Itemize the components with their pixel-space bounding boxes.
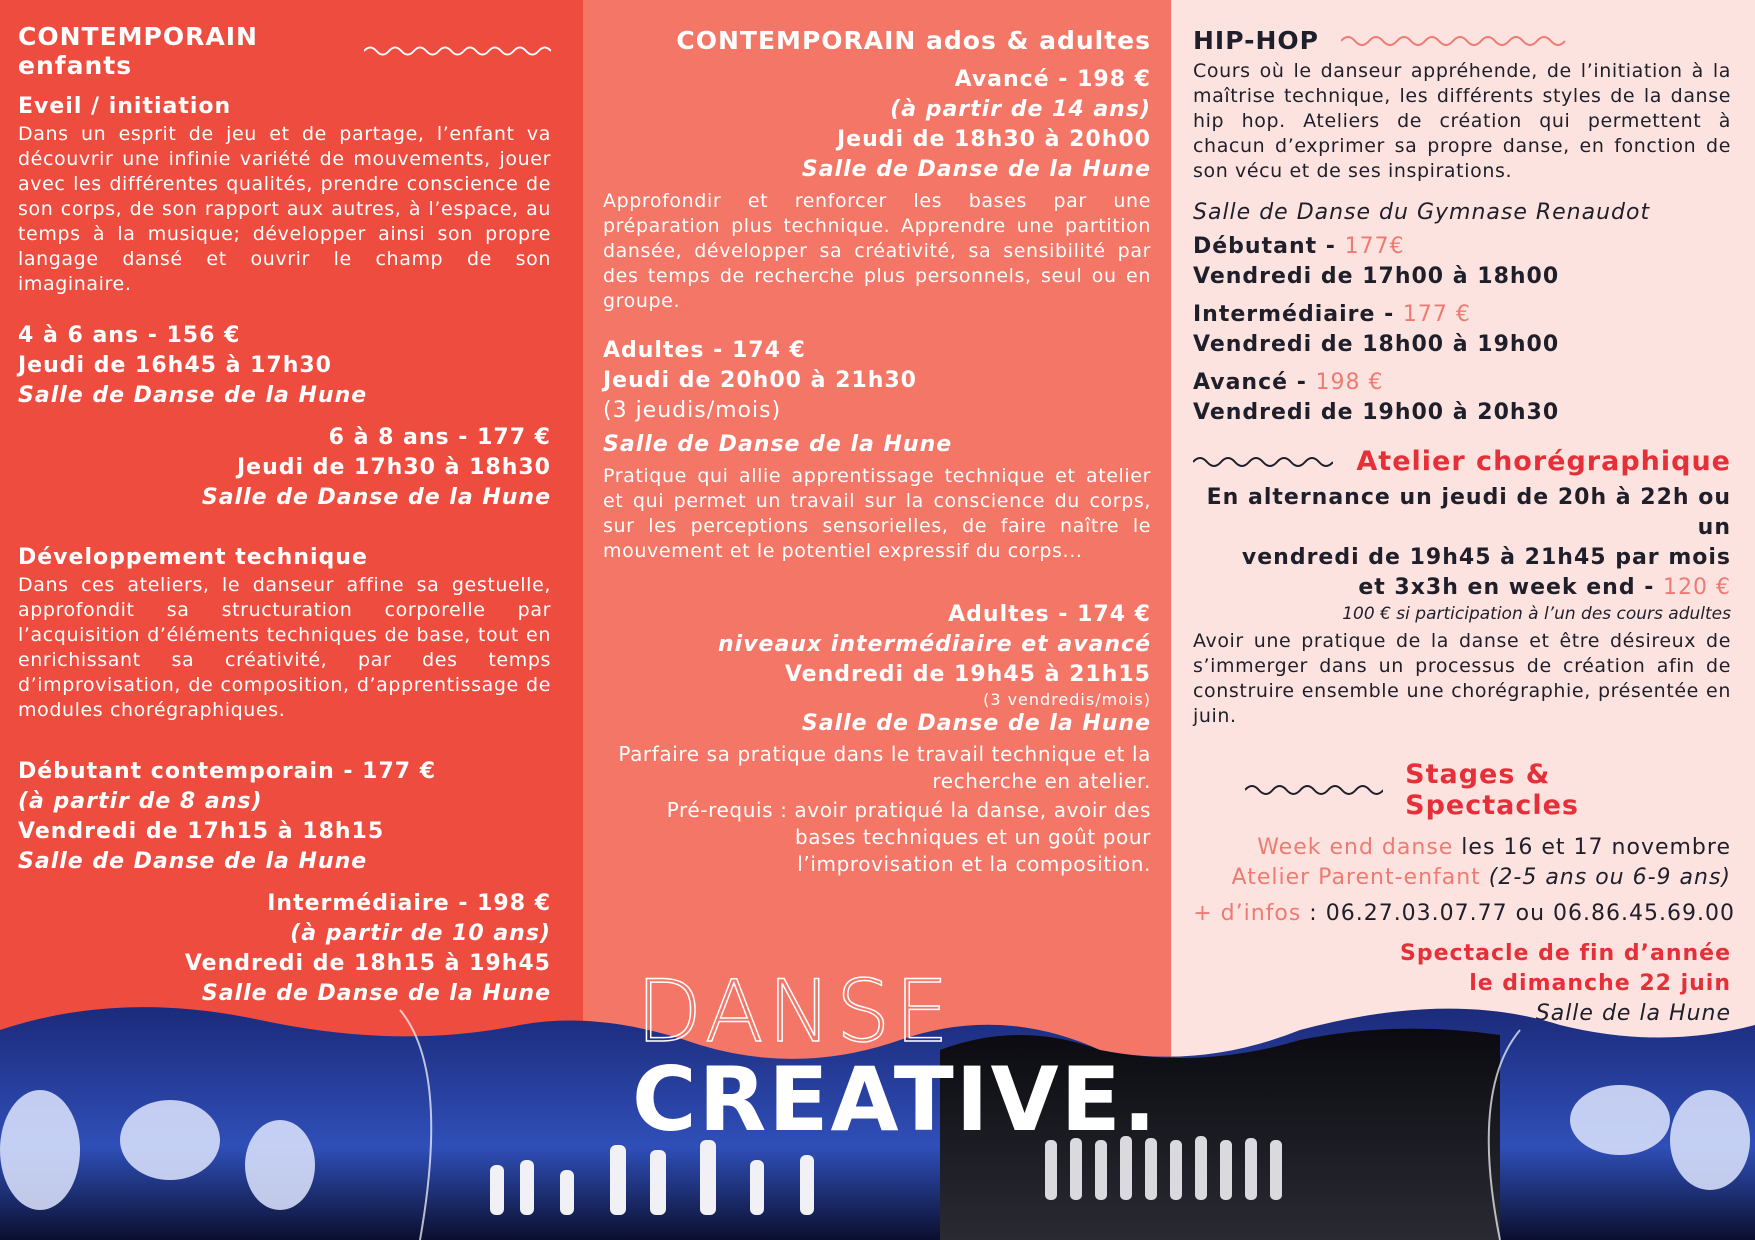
atelier-line3: et 3x3h en week end - 120 € (1358, 575, 1731, 600)
adultes1-time: Jeudi de 20h00 à 21h30 (603, 368, 917, 393)
group2-time: Jeudi de 17h30 à 18h30 (237, 455, 551, 480)
avance-text: Approfondir et renforcer les bases par une préparation plus technique. Apprendre une partition dansée, développer sa créativité, sa sensibilité par des temps de recherche plus personnels, seul ou en groupe. (603, 190, 1151, 312)
avance-level: Avancé - 198 € (954, 67, 1151, 92)
spectacle-place: Salle de la Hune (1535, 1001, 1731, 1026)
group1-age: 4 à 6 ans - 156 € (18, 323, 241, 348)
section-title-hiphop: HIP-HOP (1193, 26, 1731, 55)
adultes1-level: Adultes - 174 € (603, 338, 806, 363)
group1-place: Salle de Danse de la Hune (18, 383, 368, 408)
debutant-time: Vendredi de 17h15 à 18h15 (18, 819, 385, 844)
section-title-ados: CONTEMPORAIN ados & adultes (676, 26, 1151, 55)
adultes2-level: Adultes - 174 € (948, 602, 1151, 627)
hiphop-level-1: Débutant - 177€ Vendredi de 17h00 à 18h00 (1193, 234, 1560, 289)
infos-contact: + d’infos : 06.27.03.07.77 ou 06.86.45.69.00 (1193, 901, 1735, 926)
group1-time: Jeudi de 16h45 à 17h30 (18, 353, 332, 378)
adultes2-text: Parfaire sa pratique dans le travail technique et la recherche en atelier. (618, 742, 1151, 793)
adultes2-prereq: Pré-requis : avoir pratiqué la danse, avoir des bases techniques et un goût pour l’improvisation et la composition. (666, 798, 1151, 876)
dev-heading: Développement technique (18, 545, 368, 570)
hiphop-level-2: Intermédiaire - 177 € Vendredi de 18h00 à 19h00 (1193, 302, 1560, 357)
brand-creative: CREATIVE. (632, 1048, 1159, 1151)
section-title-enfants: CONTEMPORAIN enfants (18, 22, 551, 80)
wave-decoration (1341, 33, 1571, 49)
adultes2-sublevel: niveaux intermédiaire et avancé (717, 632, 1151, 657)
adultes1-freq: (3 jeudis/mois) (603, 398, 782, 423)
atelier-note: 100 € si participation à l’un des cours adultes (1342, 604, 1731, 624)
inter-level: Intermédiaire - 198 € (267, 891, 551, 916)
avance-place: Salle de Danse de la Hune (801, 157, 1151, 182)
hiphop-place: Salle de Danse du Gymnase Renaudot (1193, 200, 1651, 225)
wave-decoration (364, 43, 551, 59)
adultes1-text: Pratique qui allie apprentissage technique et atelier et qui permet un travail sur la conscience du corps, sur les perceptions sensorielles, de faire naître le mouvement et le potentiel expressif du corps... (603, 465, 1151, 562)
debutant-age: (à partir de 8 ans) (18, 789, 263, 814)
spectacle-line1: Spectacle de fin d’année (1400, 941, 1731, 966)
atelier-line2: vendredi de 19h45 à 21h45 par mois (1241, 545, 1731, 570)
inter-time: Vendredi de 18h15 à 19h45 (184, 951, 551, 976)
weekend-danse: Week end danse les 16 et 17 novembre (1257, 835, 1731, 860)
group2-age: 6 à 8 ans - 177 € (328, 425, 551, 450)
hiphop-level-3: Avancé - 198 € Vendredi de 19h00 à 20h30 (1193, 370, 1560, 425)
dev-text: Dans ces ateliers, le danseur affine sa gestuelle, approfondit sa structuration corporelle par l’acquisition d’éléments techniques de base, tout en enrichissant sa créativité, par des temps d’improvisation, de composition, d’apprentissage de modules chorégraphiques. (18, 574, 551, 721)
group2-place: Salle de Danse de la Hune (201, 485, 551, 510)
adultes2-freq: (3 vendredis/mois) (983, 690, 1151, 709)
hiphop-text: Cours où le danseur appréhende, de l’initiation à la maîtrise technique, les différents styles de la danse hip hop. Ateliers de création qui permettent à chacun d’exprimer sa propre danse, en fonction de son vécu et de ses inspirations. (1193, 60, 1731, 182)
eveil-text: Dans un esprit de jeu et de partage, l’enfant va découvrir une infinie variété de mouvements, jouer avec les différentes qualités, prendre conscience de son corps, de son rapport aux autres, à l’espace, au temps à la musique; développer ainsi son propre langage dansé et ouvrir le champ de son imaginaire. (18, 123, 551, 295)
adultes1-place: Salle de Danse de la Hune (603, 432, 953, 457)
brand-danse: DANSE (636, 962, 953, 1062)
spectacle-line2: le dimanche 22 juin (1469, 971, 1731, 996)
wave-decoration (1245, 782, 1383, 798)
avance-age: (à partir de 14 ans) (890, 97, 1151, 122)
wave-decoration (1193, 454, 1333, 470)
stages-title: Stages & Spectacles (1193, 759, 1731, 821)
eveil-heading: Eveil / initiation (18, 94, 232, 119)
atelier-text: Avoir une pratique de la danse et être désireux de s’immerger dans un processus de création afin de construire ensemble une chorégraphie, présentée en juin. (1193, 630, 1731, 727)
inter-place: Salle de Danse de la Hune (201, 981, 551, 1006)
atelier-parent-enfant: Atelier Parent-enfant (2-5 ans ou 6-9 ans) (1231, 865, 1731, 890)
avance-time: Jeudi de 18h30 à 20h00 (837, 127, 1151, 152)
atelier-title: Atelier chorégraphique (1193, 446, 1731, 477)
inter-age: (à partir de 10 ans) (290, 921, 551, 946)
adultes2-time: Vendredi de 19h45 à 21h15 (784, 662, 1151, 687)
debutant-place: Salle de Danse de la Hune (18, 849, 368, 874)
debutant-level: Débutant contemporain - 177 € (18, 759, 437, 784)
atelier-line1: En alternance un jeudi de 20h à 22h ou un (1206, 485, 1731, 540)
adultes2-place: Salle de Danse de la Hune (801, 711, 1151, 736)
